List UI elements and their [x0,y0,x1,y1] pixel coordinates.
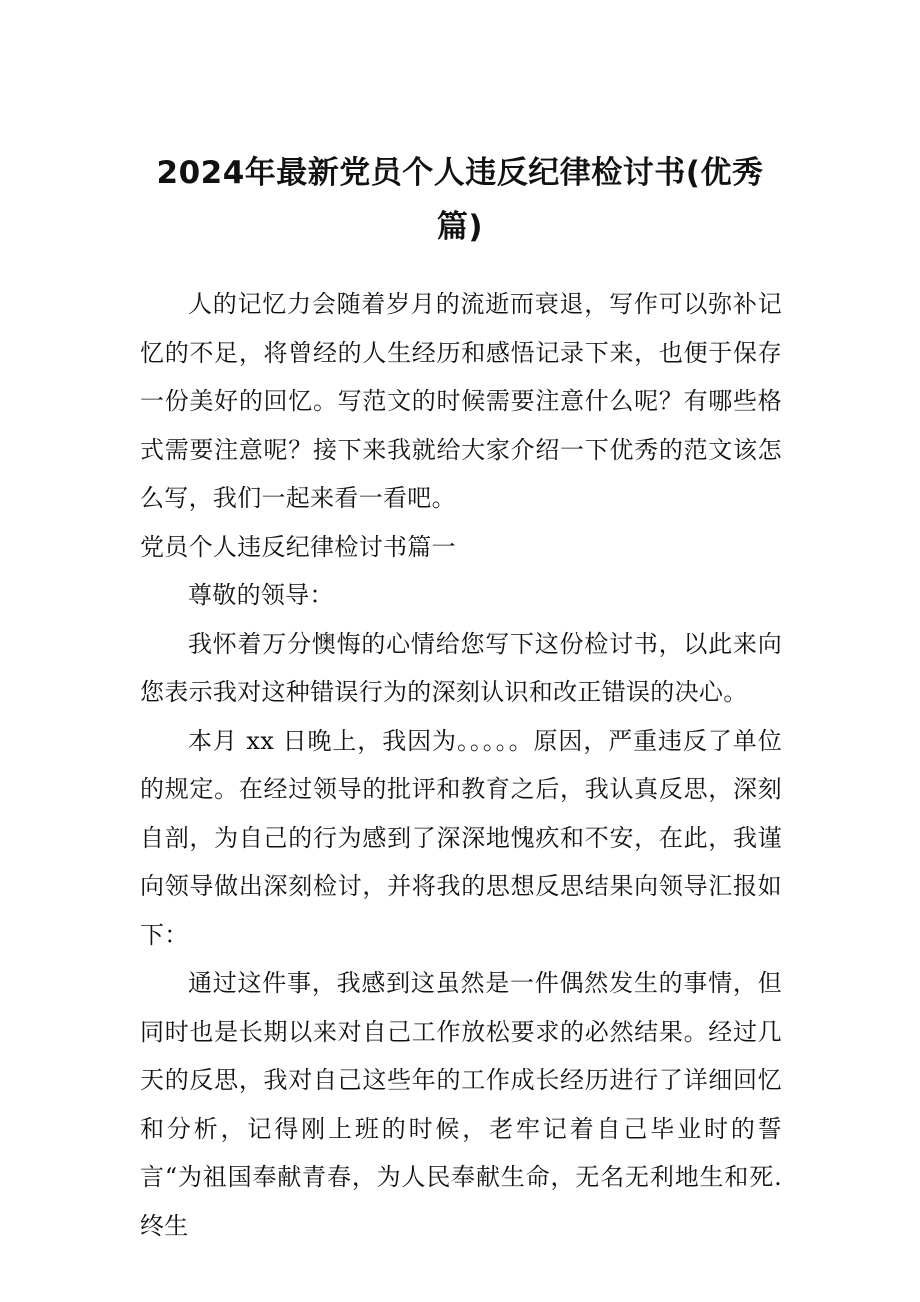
document-body [140,280,782,1250]
section-heading: 党员个人违反纪律检讨书篇一 [140,532,456,561]
document-title: 2024年最新党员个人违反纪律检讨书(优秀篇) [156,155,764,245]
body-paragraph: 通过这件事，我感到这虽然是一件偶然发生的事情，但同时也是长期以来对自己工作放松要求的必然结果。经过几天的反思，我对自己这些年的工作成长经历进行了详细回忆和分析，记得刚上班的时候，老牢记着自己毕业时的誓言“为祖国奉献青春，为人民奉献生命，无名无利地生和死. 终生 [140,969,782,1240]
intro-paragraph: 人的记忆力会随着岁月的流逝而衰退，写作可以弥补记忆的不足，将曾经的人生经历和感悟记录下来，也便于保存一份美好的回忆。写范文的时候需要注意什么呢？有哪些格式需要注意呢？接下来我就给大家介绍一下优秀的范文该怎么写，我们一起来看一看吧。 [140,290,782,512]
body-paragraph: 本月 xx 日晚上，我因为。。。。。原因，严重违反了单位的规定。在经过领导的批评和教育之后，我认真反思，深刻自剖，为自己的行为感到了深深地愧疚和不安，在此，我谨向领导做出深刻检讨，并将我的思想反思结果向领导汇报如下： [140,726,782,949]
salutation: 尊敬的领导： [188,581,334,609]
body-paragraph: 我怀着万分懊悔的心情给您写下这份检讨书，以此来向您表示我对这种错误行为的深刻认识和改正错误的决心。 [140,629,782,706]
